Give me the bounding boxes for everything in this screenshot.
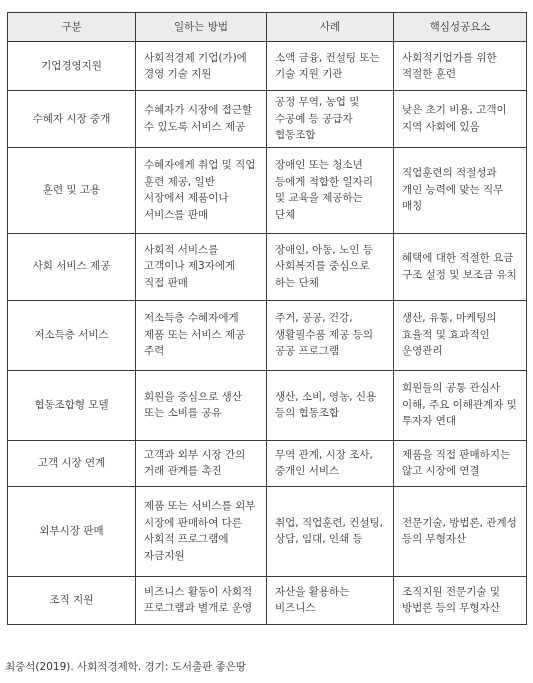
- row-category: 훈련 및 고용: [8, 147, 136, 233]
- row-method: 제품 또는 서비스를 외부 시장에 판매하여 다른 사회적 프로그램에 자금지원: [136, 486, 267, 576]
- row-example: 장애인, 아동, 노인 등 사회복지를 중심으로 하는 단체: [267, 233, 394, 300]
- table-row: [8, 576, 527, 624]
- table-row: [8, 486, 527, 576]
- row-key-factor: 전문기술, 방법론, 관계성 등의 무형자산: [394, 486, 527, 576]
- row-key-factor: 직업훈련의 적절성과 개인 능력에 맞는 직무 매칭: [394, 147, 527, 233]
- row-category: 고객 시장 연계: [8, 440, 136, 486]
- table-row: [8, 440, 527, 486]
- row-key-factor: 사회적기업가를 위한 적절한 훈련: [394, 42, 527, 91]
- row-method: 수혜자에게 취업 및 직업 훈련 제공, 일반 시장에서 제품이나 서비스를 판매: [136, 147, 267, 233]
- header-category: 구분: [8, 13, 136, 42]
- row-example: 소액 금융, 컨설팅 또는 기술 지원 기관: [267, 42, 394, 91]
- table-header-row: [8, 13, 527, 42]
- table-row: [8, 233, 527, 300]
- row-key-factor: 제품을 직접 판매하지는 않고 시장에 연결: [394, 440, 527, 486]
- row-example: 장애인 또는 청소년 등에게 적합한 일자리 및 교육을 제공하는 단체: [267, 147, 394, 233]
- row-category: 조직 지원: [8, 576, 136, 624]
- row-example: 주거, 공공, 건강, 생활필수품 제공 등의 공공 프로그램: [267, 300, 394, 370]
- row-method: 회원을 중심으로 생산 또는 소비를 공유: [136, 370, 267, 440]
- row-method: 사회적경제 기업(가)에 경영 기술 지원: [136, 42, 267, 91]
- row-example: 무역 관계, 시장 조사, 중개인 서비스: [267, 440, 394, 486]
- social-enterprise-model-table: [7, 12, 527, 625]
- row-method: 수혜자가 시장에 접근할 수 있도록 서비스 제공: [136, 91, 267, 148]
- row-example: 생산, 소비, 영농, 신용 등의 협동조합: [267, 370, 394, 440]
- row-key-factor: 낮은 초기 비용, 고객이 지역 사회에 있음: [394, 91, 527, 148]
- row-category: 기업경영지원: [8, 42, 136, 91]
- row-key-factor: 회원들의 공통 관심사 이해, 주요 이해관계자 및 투자자 연대: [394, 370, 527, 440]
- row-example: 공정 무역, 농업 및 수공예 등 공급자 협동조합: [267, 91, 394, 148]
- table-row: [8, 91, 527, 148]
- row-category: 외부시장 판매: [8, 486, 136, 576]
- row-key-factor: 혜택에 대한 적절한 요금 구조 설정 및 보조금 유치: [394, 233, 527, 300]
- source-citation: 최중석(2019). 사회적경제학. 경기: 도서출판 좋은땅: [5, 661, 247, 673]
- row-method: 비즈니스 활동이 사회적 프로그램과 별개로 운영: [136, 576, 267, 624]
- row-category: 협동조합형 모델: [8, 370, 136, 440]
- header-example: 사례: [267, 13, 394, 42]
- row-method: 고객과 외부 시장 간의 거래 관계를 촉진: [136, 440, 267, 486]
- row-key-factor: 생산, 유통, 마케팅의 효율적 및 효과적인 운영관리: [394, 300, 527, 370]
- table-row: [8, 42, 527, 91]
- table-row: [8, 147, 527, 233]
- table-row: [8, 370, 527, 440]
- row-category: 저소득층 서비스: [8, 300, 136, 370]
- header-method: 일하는 방법: [136, 13, 267, 42]
- row-category: 수혜자 시장 중개: [8, 91, 136, 148]
- header-key-factor: 핵심성공요소: [394, 13, 527, 42]
- table-row: [8, 300, 527, 370]
- row-method: 사회적 서비스를 고객이나 제3자에게 직접 판매: [136, 233, 267, 300]
- row-category: 사회 서비스 제공: [8, 233, 136, 300]
- row-example: 자산을 활용하는 비즈니스: [267, 576, 394, 624]
- row-method: 저소득층 수혜자에게 제품 또는 서비스 제공 주력: [136, 300, 267, 370]
- row-key-factor: 조직지원 전문기술 및 방법론 등의 무형자산: [394, 576, 527, 624]
- row-example: 취업, 직업훈련, 컨설팅, 상담, 임대, 인쇄 등: [267, 486, 394, 576]
